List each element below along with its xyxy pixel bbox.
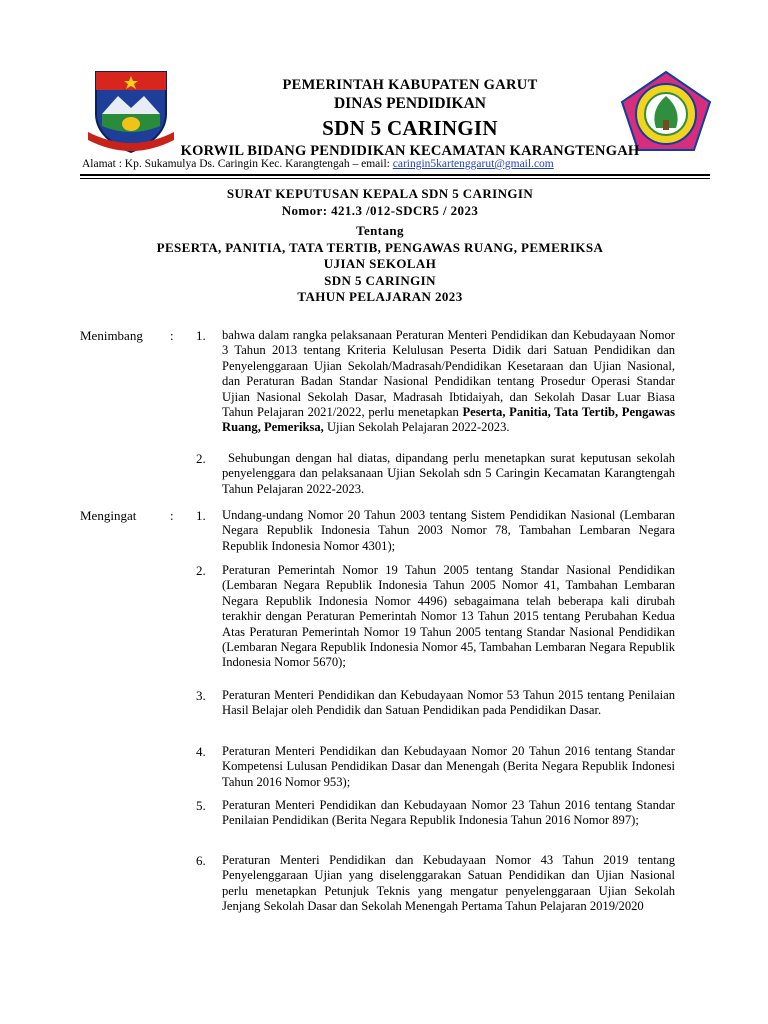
mengingat-item-4-number: 4. <box>196 744 206 759</box>
decree-subject-line4: TAHUN PELAJARAN 2023 <box>297 289 463 304</box>
address-text: Alamat : Kp. Sukamulya Ds. Caringin Kec. Karangtengah – email: <box>82 158 393 170</box>
mengingat-item-2-number: 2. <box>196 563 206 578</box>
menimbang-label: Menimbang <box>80 328 143 343</box>
letterhead-address <box>82 157 702 171</box>
mengingat-label: Mengingat <box>80 508 137 523</box>
decree-about-label: Tentang <box>356 223 404 238</box>
letterhead <box>160 76 660 160</box>
decree-subject-line2: UJIAN SEKOLAH <box>323 256 437 271</box>
mengingat-item-1-number: 1. <box>196 508 206 523</box>
mengingat-item-1-text: Undang-undang Nomor 20 Tahun 2003 tentang Sistem Pendidikan Nasional (Lembaran Negara Republik Indonesia Tahun 2003 Nomor 78, Tambahan Lembaran Negara Republik Indonesia Nomor 4301); <box>222 508 675 553</box>
letterhead-divider-thin <box>80 178 710 179</box>
mengingat-item-2-text: Peraturan Pemerintah Nomor 19 Tahun 2005 tentang Standar Nasional Pendidikan (Lembaran Negara Republik Indonesia Tahun 2005 Nomor 41, Tambahan Lembaran Negara Republik Indonesia Nomor 4496) sebagaimana telah beberapa kali dirubah terakhir dengan Peraturan Pemerintah Nomor 13 Tahun 2015 tentang Perubahan Kedua Atas Peraturan Pemerintah Nomor 19 Tahun 2005 tentang Standar Nasional Pendidikan (Lembaran Negara Republik Indonesia Nomor 45, Tambahan Lembaran Negara Republik Indonesia Nomor 5670); <box>222 563 675 670</box>
mengingat-item-5-number: 5. <box>196 798 206 813</box>
mengingat-colon: : <box>170 508 174 523</box>
letterhead-school-name: SDN 5 CARINGIN <box>322 116 498 140</box>
mengingat-item-6-text: Peraturan Menteri Pendidikan dan Kebudayaan Nomor 43 Tahun 2019 tentang Penyelenggaraan Ujian yang diselenggarakan Satuan Pendidikan dan Ujian Nasional perlu menetapkan Petunjuk Teknis yang mengatur penyelenggaraan Ujian Sekolah Jenjang Sekolah Dasar dan Sekolah Menengah Pertama Tahun Pelajaran 2019/2020 <box>222 853 675 914</box>
menimbang-colon: : <box>170 328 174 343</box>
mengingat-item-5-text: Peraturan Menteri Pendidikan dan Kebudayaan Nomor 23 Tahun 2016 tentang Standar Penilaian Pendidikan (Berita Negara Republik Indonesia Tahun 2016 Nomor 897); <box>222 798 675 828</box>
mengingat-item-3-number: 3. <box>196 688 206 703</box>
decree-number: Nomor: 421.3 /012-SDCR5 / 2023 <box>281 202 479 218</box>
letterhead-region: KORWIL BIDANG PENDIDIKAN KECAMATAN KARANGTENGAH <box>180 143 640 159</box>
letterhead-government: PEMERINTAH KABUPATEN GARUT <box>282 77 538 93</box>
menimbang-item-2-number: 2. <box>196 451 206 466</box>
email-link[interactable]: caringin5kartenggarut@gmail.com <box>392 158 554 170</box>
decree-subject-line3: SDN 5 CARINGIN <box>324 272 436 288</box>
mengingat-item-6-number: 6. <box>196 853 206 868</box>
mengingat-item-3-text: Peraturan Menteri Pendidikan dan Kebudayaan Nomor 53 Tahun 2015 tentang Penilaian Hasil Belajar oleh Pendidik dan Satuan Pendidikan pada Pendidikan Dasar. <box>222 688 675 718</box>
menimbang-item-2-text: Sehubungan dengan hal diatas, dipandang perlu menetapkan surat keputusan sekolah penyelenggara dan pelaksanaan Ujian Sekolah sdn 5 Caringin Kecamatan Karangtengah Tahun Pelajaran 2022-2023. <box>222 451 675 496</box>
decree-subject-line1: PESERTA, PANITIA, TATA TERTIB, PENGAWAS RUANG, PEMERIKSA <box>156 239 604 255</box>
decree-title: SURAT KEPUTUSAN KEPALA SDN 5 CARINGIN <box>226 186 534 201</box>
mengingat-item-4-text: Peraturan Menteri Pendidikan dan Kebudayaan Nomor 20 Tahun 2016 tentang Standar Kompetensi Lulusan Pendidikan Dasar dan Menengah (Berita Negara Republik Indonesi Tahun 2016 Nomor 953); <box>222 744 675 789</box>
menimbang-item-1-number: 1. <box>196 328 206 343</box>
decree-title-block <box>80 186 680 306</box>
menimbang-item-1-text: bahwa dalam rangka pelaksanaan Peraturan Menteri Pendidikan dan Kebudayaan Nomor 3 Tahun 2013 tentang Kriteria Kelulusan Peserta Didik dari Satuan Pendidikan dan Penyelenggaraan Ujian Sekolah/Madrasah/Pendidikan Kesetaraan dan Ujian Nasional, dan Peraturan Badan Standar Nasional Pendidikan tentang Prosedur Operasi Standar Ujian Nasional Sekolah Dasar, Madrasah Ibtidaiyah, dan Sekolah Dasar Luar Biasa Tahun Pelajaran 2021/2022, perlu menetapkan Peserta, Panitia, Tata Tertib, Pengawas Ruang, Pemeriksa, Ujian Sekolah Pelajaran 2022-2023. <box>222 328 675 435</box>
letterhead-agency: DINAS PENDIDIKAN <box>333 95 486 112</box>
letterhead-divider-thick <box>80 174 710 176</box>
emphasis-text: Peserta, Panitia, Tata Tertib, Pengawas Ruang, Pemeriksa, <box>222 405 675 435</box>
